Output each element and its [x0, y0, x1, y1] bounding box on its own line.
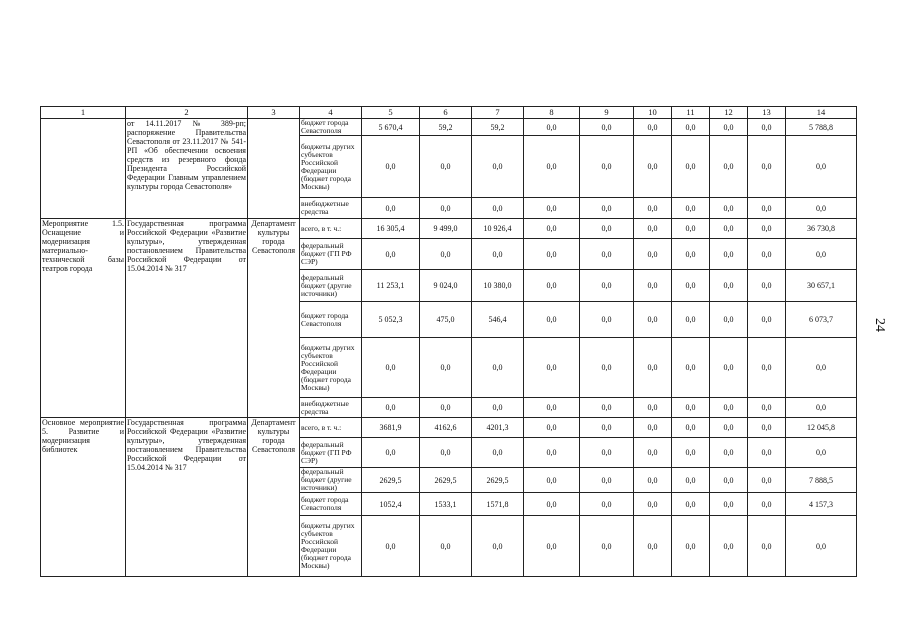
value-cell: 0,0: [786, 239, 857, 270]
value-cell: 0,0: [634, 198, 672, 219]
value-cell: 0,0: [634, 438, 672, 468]
value-cell: 0,0: [580, 398, 634, 418]
funding-source-cell: бюджет города Севастополя: [300, 493, 362, 516]
value-cell: 0,0: [580, 468, 634, 493]
value-cell: 0,0: [710, 338, 748, 398]
value-cell: 0,0: [634, 219, 672, 239]
value-cell: 0,0: [710, 398, 748, 418]
value-cell: 0,0: [524, 338, 580, 398]
value-cell: 0,0: [672, 493, 710, 516]
header-cell: 12: [710, 107, 748, 119]
value-cell: 0,0: [420, 136, 472, 198]
value-cell: 0,0: [786, 136, 857, 198]
value-cell: 0,0: [580, 302, 634, 338]
value-cell: 0,0: [634, 516, 672, 577]
funding-source-cell: внебюджетные средства: [300, 398, 362, 418]
funding-source-cell: федеральный бюджет (ГП РФ СЭР): [300, 239, 362, 270]
value-cell: 0,0: [710, 198, 748, 219]
executor-cell: Департамент культуры города Севастополя: [248, 219, 300, 418]
value-cell: 59,2: [472, 119, 524, 136]
header-cell: 14: [786, 107, 857, 119]
header-cell: 8: [524, 107, 580, 119]
value-cell: 0,0: [580, 136, 634, 198]
value-cell: 0,0: [580, 338, 634, 398]
header-cell: 4: [300, 107, 362, 119]
value-cell: 0,0: [710, 270, 748, 302]
value-cell: 30 657,1: [786, 270, 857, 302]
value-cell: 0,0: [710, 493, 748, 516]
value-cell: 0,0: [672, 270, 710, 302]
value-cell: 0,0: [634, 239, 672, 270]
value-cell: 0,0: [710, 418, 748, 438]
value-cell: 0,0: [672, 239, 710, 270]
value-cell: 0,0: [634, 119, 672, 136]
value-cell: 0,0: [580, 239, 634, 270]
value-cell: 0,0: [672, 468, 710, 493]
value-cell: 0,0: [634, 418, 672, 438]
value-cell: 0,0: [748, 302, 786, 338]
value-cell: 0,0: [710, 219, 748, 239]
value-cell: 0,0: [672, 516, 710, 577]
value-cell: 1052,4: [362, 493, 420, 516]
value-cell: 5 052,3: [362, 302, 420, 338]
value-cell: 0,0: [420, 198, 472, 219]
value-cell: 0,0: [748, 493, 786, 516]
value-cell: 0,0: [786, 198, 857, 219]
value-cell: 0,0: [672, 136, 710, 198]
value-cell: 0,0: [362, 398, 420, 418]
value-cell: 0,0: [472, 516, 524, 577]
value-cell: 0,0: [420, 338, 472, 398]
value-cell: 0,0: [524, 239, 580, 270]
table-row: [41, 418, 857, 438]
value-cell: 0,0: [472, 438, 524, 468]
value-cell: 1533,1: [420, 493, 472, 516]
activity-cell: Мероприятие 1.5. Оснащение и модернизация материально-технической базы театров города: [41, 219, 126, 418]
funding-source-cell: всего, в т. ч.:: [300, 418, 362, 438]
value-cell: 0,0: [634, 270, 672, 302]
value-cell: 0,0: [580, 270, 634, 302]
value-cell: 0,0: [748, 438, 786, 468]
value-cell: 16 305,4: [362, 219, 420, 239]
header-cell: 1: [41, 107, 126, 119]
value-cell: 0,0: [786, 338, 857, 398]
value-cell: 0,0: [472, 136, 524, 198]
value-cell: 0,0: [362, 438, 420, 468]
header-cell: 11: [672, 107, 710, 119]
value-cell: 0,0: [580, 418, 634, 438]
value-cell: 0,0: [524, 302, 580, 338]
funding-source-cell: всего, в т. ч.:: [300, 219, 362, 239]
value-cell: 2629,5: [362, 468, 420, 493]
header-cell: 2: [126, 107, 248, 119]
header-cell: 10: [634, 107, 672, 119]
value-cell: 0,0: [362, 239, 420, 270]
value-cell: 0,0: [710, 468, 748, 493]
value-cell: 0,0: [362, 338, 420, 398]
page-number: 24: [872, 318, 887, 332]
funding-source-cell: бюджеты других субъектов Российской Федерации (бюджет города Москвы): [300, 136, 362, 198]
value-cell: 0,0: [748, 270, 786, 302]
value-cell: 11 253,1: [362, 270, 420, 302]
value-cell: 0,0: [748, 338, 786, 398]
program-cell: от 14.11.2017 № 389-рп; распоряжение Правительства Севастополя от 23.11.2017 № 541-РП «Об обеспечении освоения средств из резервного фонда Президента Российской Федерации Главным управлением культуры города Севастополя»: [126, 119, 248, 219]
table-row: [41, 119, 857, 136]
value-cell: 0,0: [748, 198, 786, 219]
value-cell: 1571,8: [472, 493, 524, 516]
value-cell: 0,0: [580, 198, 634, 219]
value-cell: 0,0: [748, 398, 786, 418]
value-cell: 0,0: [580, 516, 634, 577]
value-cell: 546,4: [472, 302, 524, 338]
value-cell: 0,0: [672, 338, 710, 398]
value-cell: 10 380,0: [472, 270, 524, 302]
executor-cell: [248, 119, 300, 219]
header-cell: 13: [748, 107, 786, 119]
value-cell: 475,0: [420, 302, 472, 338]
value-cell: 0,0: [634, 302, 672, 338]
value-cell: 6 073,7: [786, 302, 857, 338]
header-cell: 7: [472, 107, 524, 119]
header-cell: 9: [580, 107, 634, 119]
value-cell: 0,0: [710, 119, 748, 136]
value-cell: 0,0: [748, 119, 786, 136]
value-cell: 9 024,0: [420, 270, 472, 302]
header-cell: 3: [248, 107, 300, 119]
value-cell: 0,0: [710, 239, 748, 270]
value-cell: 0,0: [710, 516, 748, 577]
header-row: [41, 107, 857, 119]
executor-cell: Департамент культуры города Севастополя: [248, 418, 300, 577]
value-cell: 0,0: [634, 398, 672, 418]
value-cell: 0,0: [634, 136, 672, 198]
value-cell: 0,0: [672, 438, 710, 468]
header-cell: 5: [362, 107, 420, 119]
header-cell: 6: [420, 107, 472, 119]
value-cell: 0,0: [672, 418, 710, 438]
value-cell: 0,0: [748, 219, 786, 239]
value-cell: 59,2: [420, 119, 472, 136]
value-cell: 0,0: [362, 136, 420, 198]
value-cell: 0,0: [420, 239, 472, 270]
funding-source-cell: федеральный бюджет (ГП РФ СЭР): [300, 438, 362, 468]
value-cell: 0,0: [362, 198, 420, 219]
value-cell: 0,0: [786, 438, 857, 468]
value-cell: 0,0: [748, 468, 786, 493]
value-cell: 0,0: [786, 398, 857, 418]
activity-cell: Основное мероприятие 5. Развитие и модернизация библиотек: [41, 418, 126, 577]
value-cell: 0,0: [524, 119, 580, 136]
value-cell: 0,0: [672, 198, 710, 219]
value-cell: 0,0: [634, 338, 672, 398]
value-cell: 2629,5: [420, 468, 472, 493]
value-cell: 0,0: [580, 438, 634, 468]
value-cell: 0,0: [524, 270, 580, 302]
value-cell: 0,0: [420, 398, 472, 418]
value-cell: 3681,9: [362, 418, 420, 438]
value-cell: 0,0: [472, 338, 524, 398]
value-cell: 5 670,4: [362, 119, 420, 136]
value-cell: 0,0: [524, 198, 580, 219]
value-cell: 0,0: [362, 516, 420, 577]
value-cell: 0,0: [420, 516, 472, 577]
value-cell: 0,0: [524, 219, 580, 239]
value-cell: 0,0: [580, 493, 634, 516]
funding-source-cell: бюджеты других субъектов Российской Федерации (бюджет города Москвы): [300, 516, 362, 577]
activity-cell: [41, 119, 126, 219]
value-cell: 0,0: [420, 438, 472, 468]
value-cell: 0,0: [472, 198, 524, 219]
value-cell: 0,0: [524, 516, 580, 577]
value-cell: 0,0: [524, 398, 580, 418]
funding-source-cell: бюджет города Севастополя: [300, 119, 362, 136]
value-cell: 0,0: [634, 468, 672, 493]
value-cell: 0,0: [748, 136, 786, 198]
value-cell: 36 730,8: [786, 219, 857, 239]
value-cell: 0,0: [580, 119, 634, 136]
value-cell: 0,0: [634, 493, 672, 516]
value-cell: 0,0: [672, 119, 710, 136]
value-cell: 0,0: [524, 438, 580, 468]
value-cell: 0,0: [786, 516, 857, 577]
value-cell: 4 157,3: [786, 493, 857, 516]
program-cell: Государственная программа Российской Федерации «Развитие культуры», утвержденная постановлением Правительства Российской Федерации от 15.04.2014 № 317: [126, 219, 248, 418]
value-cell: 0,0: [524, 468, 580, 493]
funding-source-cell: внебюджетные средства: [300, 198, 362, 219]
value-cell: 0,0: [748, 239, 786, 270]
value-cell: 0,0: [710, 302, 748, 338]
value-cell: 10 926,4: [472, 219, 524, 239]
value-cell: 4201,3: [472, 418, 524, 438]
program-cell: Государственная программа Российской Федерации «Развитие культуры», утвержденная постановлением Правительства Российской Федерации от 15.04.2014 № 317: [126, 418, 248, 577]
value-cell: 0,0: [472, 239, 524, 270]
value-cell: 5 788,8: [786, 119, 857, 136]
funding-source-cell: федеральный бюджет (другие источники): [300, 468, 362, 493]
table-row: [41, 219, 857, 239]
value-cell: 2629,5: [472, 468, 524, 493]
value-cell: 12 045,8: [786, 418, 857, 438]
value-cell: 0,0: [710, 136, 748, 198]
value-cell: 0,0: [748, 418, 786, 438]
value-cell: 0,0: [524, 418, 580, 438]
value-cell: 0,0: [580, 219, 634, 239]
value-cell: 0,0: [748, 516, 786, 577]
value-cell: 0,0: [524, 493, 580, 516]
value-cell: 0,0: [672, 302, 710, 338]
value-cell: 0,0: [710, 438, 748, 468]
value-cell: 0,0: [672, 398, 710, 418]
value-cell: 0,0: [472, 398, 524, 418]
funding-source-cell: бюджет города Севастополя: [300, 302, 362, 338]
table-body: [41, 107, 857, 577]
value-cell: 9 499,0: [420, 219, 472, 239]
value-cell: 0,0: [672, 219, 710, 239]
value-cell: 4162,6: [420, 418, 472, 438]
funding-source-cell: федеральный бюджет (другие источники): [300, 270, 362, 302]
value-cell: 0,0: [524, 136, 580, 198]
value-cell: 7 888,5: [786, 468, 857, 493]
financing-table: [40, 106, 857, 577]
funding-source-cell: бюджеты других субъектов Российской Федерации (бюджет города Москвы): [300, 338, 362, 398]
